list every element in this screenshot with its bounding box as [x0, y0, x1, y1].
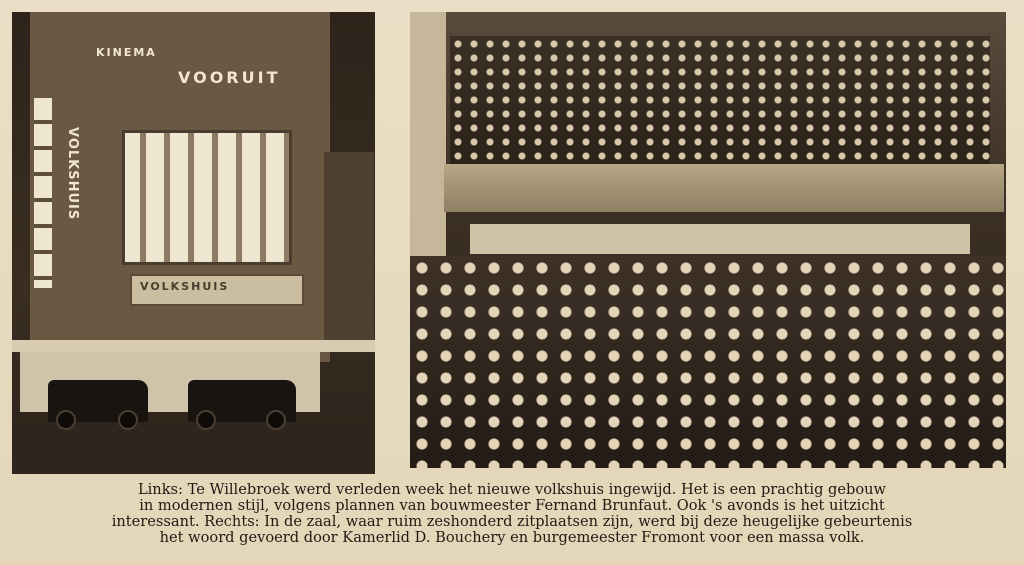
- vooruit-sign: VOORUIT: [178, 68, 281, 87]
- volkshuis-night-photo: [12, 12, 375, 474]
- floor-audience: [410, 256, 1006, 468]
- caption-line: in modernen stijl, volgens plannen van bouwmeester Fernand Brunfaut. Ook 's avonds is het uitzicht: [139, 497, 885, 514]
- car-wheel: [118, 410, 138, 430]
- photo-caption: [0, 482, 1024, 546]
- caption-line: interessant. Rechts: In de zaal, waar ruim zeshonderd zitplaatsen zijn, werd bij deze heugelijke gebeurtenis: [111, 513, 913, 530]
- car-wheel: [266, 410, 286, 430]
- lit-pillar: [34, 98, 52, 288]
- lower-sign-text: VOLKSHUIS: [140, 280, 230, 293]
- balcony-audience: [450, 36, 990, 174]
- volkshuis-vertical-sign: VOLKSHUIS: [65, 127, 80, 221]
- lit-window-block: [122, 130, 292, 265]
- balcony-rail: [444, 164, 1004, 212]
- parked-car: [48, 380, 148, 422]
- audience-hall-photo: [410, 12, 1006, 468]
- caption-line: het woord gevoerd door Kamerlid D. Bouchery en burgemeester Fromont voor een massa volk.: [159, 529, 865, 546]
- building-side-wing: [324, 152, 374, 352]
- caption-line: Links: Te Willebroek werd verleden week het nieuwe volkshuis ingewijd. Het is een prachtig gebouw: [137, 481, 887, 498]
- hall-arch: [470, 224, 970, 254]
- car-wheel: [196, 410, 216, 430]
- kinema-sign: KINEMA: [96, 46, 157, 59]
- parked-car: [188, 380, 296, 422]
- entrance-canopy: [12, 340, 375, 352]
- car-wheel: [56, 410, 76, 430]
